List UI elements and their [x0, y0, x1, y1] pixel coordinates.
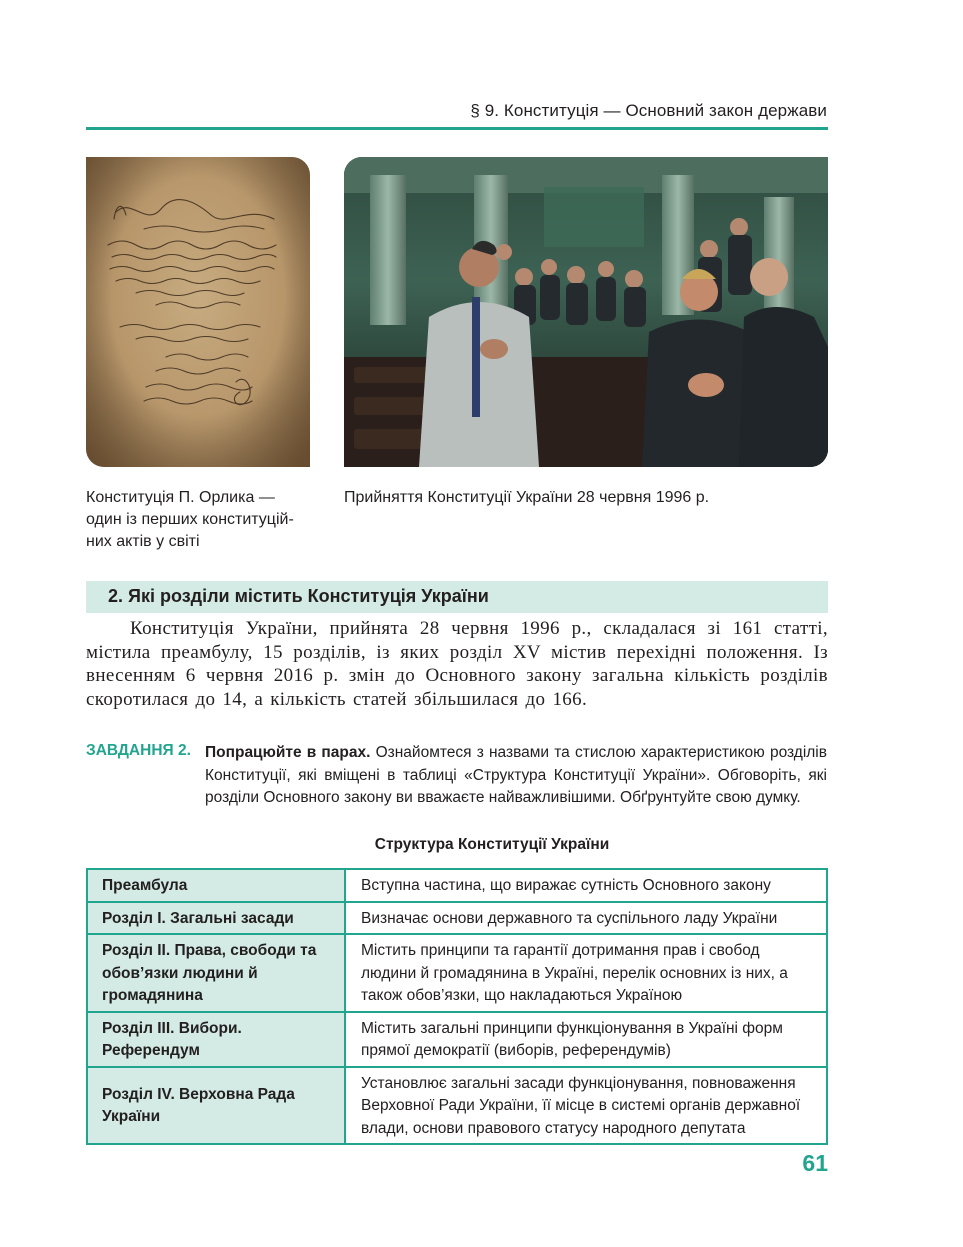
task-label: ЗАВДАННЯ 2. [86, 742, 191, 759]
table-section-cell: Розділ I. Загальні засади [87, 902, 345, 935]
left-photo-caption [86, 487, 316, 553]
table-section-cell: Розділ III. Вибори. Референдум [87, 1012, 345, 1067]
page-number: 61 [802, 1150, 828, 1176]
constitution-adoption-photo [344, 157, 828, 467]
table-row [87, 934, 827, 1012]
header-rule [86, 127, 828, 130]
table-row [87, 1067, 827, 1145]
section-title: 2. Які розділи містить Конституція України [108, 586, 489, 606]
task-body: Ознайомтеся з назвами та стислою характеристикою розділів Конституції, які вміщені в таблиці «Структура Конституції України». Обговоріть, які розділи Основного закону ви вважаєте найважливішими. Обґрунтуйте свою думку. [205, 744, 827, 806]
running-title: § 9. Конституція — Основний закон держави [470, 101, 827, 120]
table-description-cell: Вступна частина, що виражає сутність Основного закону [345, 869, 827, 902]
caption-line: Конституція П. Орлика — [86, 489, 275, 506]
table-section-cell: Преамбула [87, 869, 345, 902]
table-section-cell: Розділ II. Права, свободи та обов’язки людини й громадянина [87, 934, 345, 1012]
table-row [87, 902, 827, 935]
table-section-cell: Розділ IV. Верховна Рада України [87, 1067, 345, 1145]
table-description-cell: Містить загальні принципи функціонування в Україні форм прямої демократії (виборів, референдумів) [345, 1012, 827, 1067]
body-paragraph: Конституція України, прийнята 28 червня 1996 р., складалася зі 161 статті, містила преамбулу, 15 розділів, із яких розділ XV містив перехідні положення. Із внесенням 6 червня 2016 р. змін до Основного закону загальна кількість розділів скоротилася до 14, а кількість статей збільшилася до 166. [86, 618, 828, 710]
table-title: Структура Конституції України [374, 836, 610, 853]
constitution-structure-table [86, 868, 828, 1145]
task-text [205, 742, 827, 810]
table-row [87, 1012, 827, 1067]
task-lead: Попрацюйте в парах. [205, 744, 371, 761]
table-row [87, 869, 827, 902]
table-description-cell: Містить принципи та гарантії дотримання прав і свобод людини й громадянина в Україні, перелік основних із них, а також обов’язки, що накладаються Україною [345, 934, 827, 1012]
caption-line: один із перших конституцій- [86, 511, 294, 528]
table-description-cell: Установлює загальні засади функціонування, повноваження Верховної Ради України, її місце в системі органів державної влади, основи правового статусу народного депутата [345, 1067, 827, 1145]
right-photo-caption: Прийняття Конституції України 28 червня 1996 р. [344, 489, 710, 506]
table-description-cell: Визначає основи державного та суспільного ладу України [345, 902, 827, 935]
caption-line: них актів у світі [86, 533, 200, 550]
orlyk-constitution-photo [86, 157, 310, 467]
